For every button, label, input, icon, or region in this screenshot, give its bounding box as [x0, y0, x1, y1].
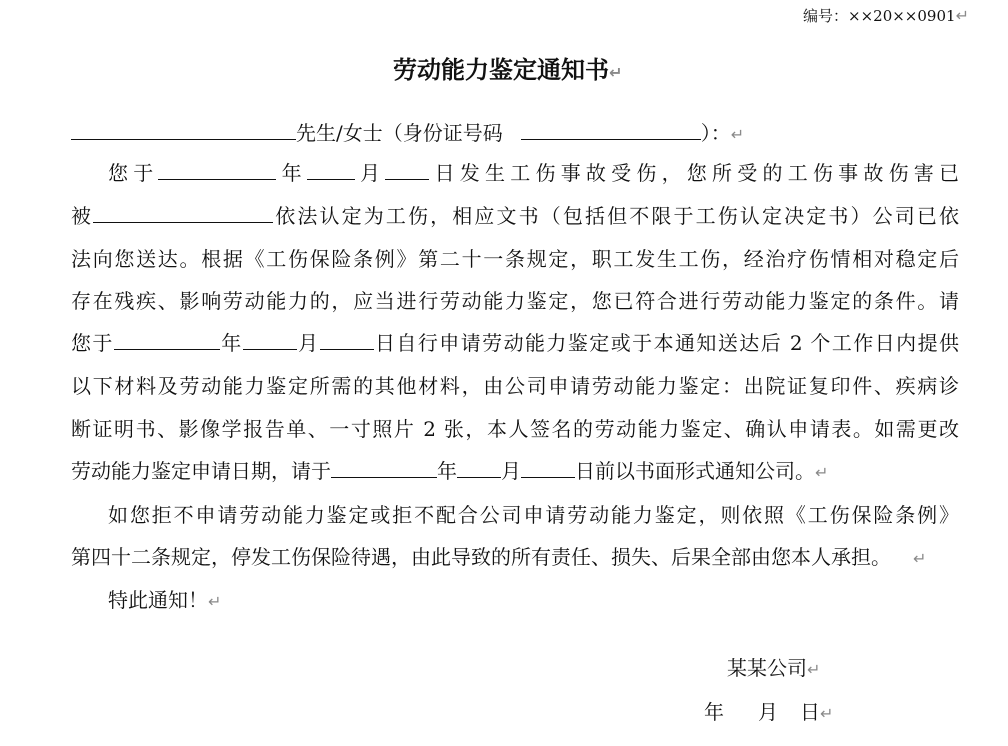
- paragraph-mark-icon: ↵: [820, 704, 834, 723]
- id-number-blank: [521, 121, 701, 140]
- paragraph-mark-icon: ↵: [913, 549, 927, 568]
- injury-month-blank: [307, 161, 355, 180]
- salutation-title: 先生/女士（身份证号码: [296, 121, 503, 145]
- p2-line-1: 如您拒不申请劳动能力鉴定或拒不配合公司申请劳动能力鉴定，则依照《工伤保险条例》: [108, 503, 959, 527]
- paragraph-mark-icon: ↵: [208, 592, 222, 611]
- p2-line-2: 第四十二条规定，停发工伤保险待遇，由此导致的所有责任、损失、后果全部由您本人承担。 ↵: [71, 545, 927, 569]
- change-year-blank: [331, 459, 437, 478]
- p1-line-7: 断证明书、影像学报告单、一寸照片 2 张，本人签名的劳动能力鉴定、确认申请表。如需更改: [71, 417, 959, 441]
- paragraph-mark-icon: ↵: [730, 125, 745, 144]
- injury-year-blank: [158, 161, 276, 180]
- paragraph-mark-icon: ↵: [815, 463, 829, 482]
- change-month-blank: [457, 459, 501, 478]
- title-text: 劳动能力鉴定通知书: [393, 55, 609, 84]
- paragraph-mark-icon: ↵: [807, 660, 821, 679]
- document-title: [393, 56, 622, 87]
- paragraph-mark-icon: ↵: [955, 6, 969, 25]
- p1-line-5: 您于 年 月 日自行申请劳动能力鉴定或于本通知送达后 2 个工作日内提供: [71, 331, 959, 355]
- injury-day-blank: [385, 161, 429, 180]
- signature-company: 某某公司↵: [727, 656, 821, 680]
- change-day-blank: [521, 459, 575, 478]
- name-blank: [71, 121, 296, 140]
- certifying-authority-blank: [93, 204, 273, 223]
- closing-text: 特此通知！↵: [108, 588, 222, 612]
- apply-month-blank: [243, 331, 297, 350]
- p1-line-4: 存在残疾、影响劳动能力的，应当进行劳动能力鉴定，您已符合进行劳动能力鉴定的条件。请: [71, 289, 959, 313]
- document-number-value: ××20××0901: [848, 7, 956, 25]
- document-number: [803, 4, 969, 28]
- p1-line-6: 以下材料及劳动能力鉴定所需的其他材料，由公司申请劳动能力鉴定：出院证复印件、疾病诊: [71, 374, 959, 398]
- salutation-close: ）：: [700, 121, 731, 145]
- p1-line-3: 法向您送达。根据《工伤保险条例》第二十一条规定，职工发生工伤，经治疗伤情相对稳定后: [71, 247, 959, 271]
- p1-line-2: 被 依法认定为工伤，相应文书（包括但不限于工伤认定决定书）公司已依: [71, 204, 959, 228]
- p1-line-8: 劳动能力鉴定申请日期，请于 年 月 日前以书面形式通知公司。↵: [71, 459, 829, 483]
- paragraph-mark-icon: ↵: [609, 63, 623, 82]
- signature-date: 年 月 日↵: [704, 700, 834, 724]
- apply-year-blank: [114, 331, 220, 350]
- p1-line-1: 您于 年 月 日发生工伤事故受伤，您所受的工伤事故伤害已: [108, 161, 960, 185]
- document-number-label: 编号：: [803, 7, 849, 25]
- salutation-line: [71, 121, 744, 147]
- apply-day-blank: [320, 331, 374, 350]
